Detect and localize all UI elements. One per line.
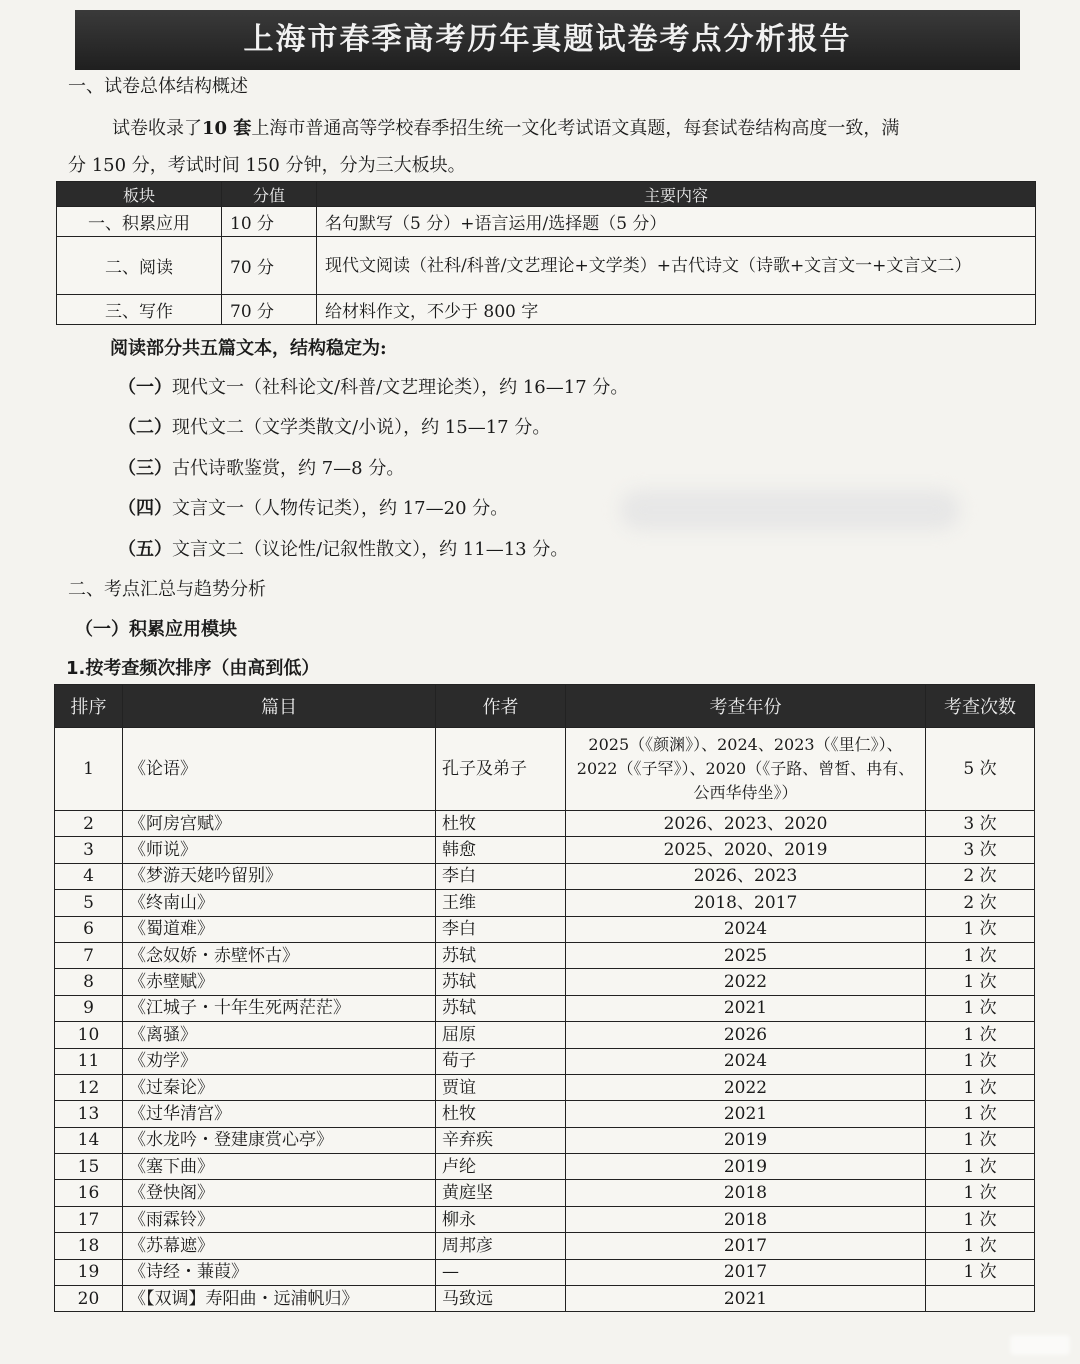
cell-years: 2018、2017 [566, 890, 926, 916]
cell-count: 1 次 [926, 969, 1035, 995]
cell-rank: 9 [55, 995, 123, 1021]
reading-summary: 阅读部分共五篇文本，结构稳定为: [110, 338, 387, 359]
cell-count: 1 次 [926, 1048, 1035, 1074]
cell-years: 2026、2023、2020 [566, 811, 926, 837]
cell-title: 《塞下曲》 [123, 1154, 436, 1180]
cell-years: 2021 [566, 1286, 926, 1312]
reading-item-text: 文言文一（人物传记类），约 17—20 分。 [172, 498, 509, 519]
cell-count: 1 次 [926, 1154, 1035, 1180]
cell-section: 一、积累应用 [57, 207, 222, 237]
cell-rank: 1 [55, 728, 123, 811]
structure-table-header [57, 182, 1036, 207]
cell-title: 《江城子・十年生死两茫茫》 [123, 995, 436, 1021]
table-row [57, 207, 1036, 237]
cell-author: 屈原 [436, 1022, 566, 1048]
cell-years: 2017 [566, 1233, 926, 1259]
cell-count: 1 次 [926, 1233, 1035, 1259]
cell-years: 2025（《颜渊》）、2024、2023（《里仁》）、2022（《子罕》）、2020（《子路、曾皙、冉有、公西华侍坐》） [566, 728, 926, 811]
cell-title: 《念奴娇・赤壁怀古》 [123, 942, 436, 968]
table-row [57, 295, 1036, 325]
report-title: 上海市春季高考历年真题试卷考点分析报告 [75, 10, 1020, 70]
table-row [55, 1233, 1035, 1259]
cell-author: 韩愈 [436, 837, 566, 863]
cell-title: 《【双调】寿阳曲・远浦帆归》 [123, 1286, 436, 1312]
cell-count: 3 次 [926, 837, 1035, 863]
table-row [55, 916, 1035, 942]
cell-years: 2025 [566, 942, 926, 968]
cell-years: 2021 [566, 995, 926, 1021]
table-row [55, 1101, 1035, 1127]
cell-years: 2026 [566, 1022, 926, 1048]
structure-table [56, 181, 1036, 325]
header-years: 考查年份 [566, 685, 926, 728]
cell-rank: 16 [55, 1180, 123, 1206]
cell-title: 《雨霖铃》 [123, 1206, 436, 1232]
table-row [55, 1074, 1035, 1100]
reading-item-num: （四） [118, 498, 172, 519]
cell-count: 2 次 [926, 890, 1035, 916]
cell-rank: 7 [55, 942, 123, 968]
cell-title: 《水龙吟・登建康赏心亭》 [123, 1127, 436, 1153]
reading-item-text: 文言文二（议论性/记叙性散文），约 11—13 分。 [172, 539, 569, 560]
header-count: 考查次数 [926, 685, 1035, 728]
cell-years: 2021 [566, 1101, 926, 1127]
reading-item-text: 现代文二（文学类散文/小说），约 15—17 分。 [172, 417, 551, 438]
cell-count: 2 次 [926, 863, 1035, 889]
cell-title: 《登快阁》 [123, 1180, 436, 1206]
cell-years: 2022 [566, 1074, 926, 1100]
cell-count: 5 次 [926, 728, 1035, 811]
cell-title: 《阿房宫赋》 [123, 811, 436, 837]
table-row [55, 811, 1035, 837]
table-row [55, 969, 1035, 995]
intro-line-1 [112, 114, 899, 140]
cell-score: 10 分 [222, 207, 317, 237]
reading-item-text: 古代诗歌鉴赏，约 7—8 分。 [172, 458, 405, 479]
header-score: 分值 [222, 182, 317, 207]
table-row [55, 942, 1035, 968]
cell-rank: 2 [55, 811, 123, 837]
cell-years: 2024 [566, 1048, 926, 1074]
cell-score: 70 分 [222, 237, 317, 295]
table-row [55, 1180, 1035, 1206]
cell-author: 李白 [436, 916, 566, 942]
cell-years: 2022 [566, 969, 926, 995]
table-row [55, 863, 1035, 889]
cell-count: 3 次 [926, 811, 1035, 837]
scan-smudge [620, 490, 960, 530]
cell-rank: 12 [55, 1074, 123, 1100]
cell-author: 王维 [436, 890, 566, 916]
cell-rank: 17 [55, 1206, 123, 1232]
header-title: 篇目 [123, 685, 436, 728]
cell-author: 柳永 [436, 1206, 566, 1232]
section2-subheading: （一）积累应用模块 [75, 619, 237, 640]
cell-count: 1 次 [926, 1180, 1035, 1206]
table-row [55, 1048, 1035, 1074]
cell-count: 1 次 [926, 1101, 1035, 1127]
cell-title: 《苏幕遮》 [123, 1233, 436, 1259]
cell-count: 1 次 [926, 1259, 1035, 1285]
cell-section: 三、写作 [57, 295, 222, 325]
cell-years: 2025、2020、2019 [566, 837, 926, 863]
cell-rank: 20 [55, 1286, 123, 1312]
frequency-table [54, 684, 1035, 1312]
cell-rank: 10 [55, 1022, 123, 1048]
intro-text-b: 上海市普通高等学校春季招生统一文化考试语文真题，每套试卷结构高度一致，满 [251, 118, 900, 139]
reading-item-num: （二） [118, 417, 172, 438]
cell-rank: 13 [55, 1101, 123, 1127]
cell-title: 《梦游天姥吟留别》 [123, 863, 436, 889]
reading-item-num: （五） [118, 539, 172, 560]
table-row [55, 1259, 1035, 1285]
table-row [55, 1286, 1035, 1312]
cell-title: 《蜀道难》 [123, 916, 436, 942]
cell-count [926, 1286, 1035, 1312]
cell-title: 《赤壁赋》 [123, 969, 436, 995]
table-row [55, 728, 1035, 811]
cell-author: 黄庭坚 [436, 1180, 566, 1206]
table-row [55, 1022, 1035, 1048]
table-row [57, 237, 1036, 295]
cell-author: — [436, 1259, 566, 1285]
cell-title: 《过秦论》 [123, 1074, 436, 1100]
cell-rank: 6 [55, 916, 123, 942]
cell-score: 70 分 [222, 295, 317, 325]
cell-title: 《过华清宫》 [123, 1101, 436, 1127]
section1-heading: 一、试卷总体结构概述 [68, 76, 248, 97]
table-row [55, 837, 1035, 863]
reading-item [118, 535, 568, 561]
cell-author: 贾谊 [436, 1074, 566, 1100]
cell-title: 《论语》 [123, 728, 436, 811]
reading-item-num: （一） [118, 377, 172, 398]
cell-count: 1 次 [926, 1074, 1035, 1100]
cell-years: 2018 [566, 1180, 926, 1206]
cell-author: 苏轼 [436, 995, 566, 1021]
cell-rank: 11 [55, 1048, 123, 1074]
table-row [55, 995, 1035, 1021]
cell-content: 名句默写（5 分）+语言运用/选择题（5 分） [317, 207, 1036, 237]
reading-item [118, 454, 404, 480]
cell-title: 《诗经・蒹葭》 [123, 1259, 436, 1285]
cell-years: 2018 [566, 1206, 926, 1232]
cell-years: 2017 [566, 1259, 926, 1285]
intro-count: 10 套 [202, 118, 252, 139]
cell-title: 《师说》 [123, 837, 436, 863]
header-author: 作者 [436, 685, 566, 728]
cell-author: 苏轼 [436, 969, 566, 995]
cell-author: 杜牧 [436, 1101, 566, 1127]
table-row [55, 1127, 1035, 1153]
reading-item [118, 494, 508, 520]
cell-rank: 18 [55, 1233, 123, 1259]
cell-title: 《终南山》 [123, 890, 436, 916]
cell-years: 2019 [566, 1127, 926, 1153]
cell-author: 辛弃疾 [436, 1127, 566, 1153]
cell-author: 周邦彦 [436, 1233, 566, 1259]
cell-years: 2024 [566, 916, 926, 942]
cell-count: 1 次 [926, 1206, 1035, 1232]
cell-rank: 5 [55, 890, 123, 916]
frequency-table-header [55, 685, 1035, 728]
header-rank: 排序 [55, 685, 123, 728]
cell-author: 杜牧 [436, 811, 566, 837]
cell-rank: 4 [55, 863, 123, 889]
intro-line-2: 分 150 分，考试时间 150 分钟，分为三大板块。 [68, 155, 466, 176]
reading-item-text: 现代文一（社科论文/科普/文艺理论类），约 16—17 分。 [172, 377, 629, 398]
cell-title: 《离骚》 [123, 1022, 436, 1048]
table-row [55, 1154, 1035, 1180]
cell-content: 现代文阅读（社科/科普/文艺理论+文学类）+古代诗文（诗歌+文言文一+文言文二） [317, 237, 1036, 295]
list-title: 1.按考查频次排序（由高到低） [66, 658, 320, 679]
cell-content: 给材料作文，不少于 800 字 [317, 295, 1036, 325]
cell-years: 2019 [566, 1154, 926, 1180]
cell-title: 《劝学》 [123, 1048, 436, 1074]
cell-author: 李白 [436, 863, 566, 889]
cell-rank: 14 [55, 1127, 123, 1153]
cell-author: 孔子及弟子 [436, 728, 566, 811]
cell-rank: 8 [55, 969, 123, 995]
cell-count: 1 次 [926, 995, 1035, 1021]
cell-author: 苏轼 [436, 942, 566, 968]
cell-count: 1 次 [926, 1127, 1035, 1153]
intro-text-a: 试卷收录了 [112, 118, 202, 139]
cell-author: 荀子 [436, 1048, 566, 1074]
header-content: 主要内容 [317, 182, 1036, 207]
section2-heading: 二、考点汇总与趋势分析 [68, 579, 266, 600]
cell-count: 1 次 [926, 942, 1035, 968]
reading-item-num: （三） [118, 458, 172, 479]
cell-section: 二、阅读 [57, 237, 222, 295]
cell-rank: 19 [55, 1259, 123, 1285]
cell-years: 2026、2023 [566, 863, 926, 889]
reading-item [118, 373, 628, 399]
table-row [55, 1206, 1035, 1232]
cell-count: 1 次 [926, 1022, 1035, 1048]
cell-count: 1 次 [926, 916, 1035, 942]
header-section: 板块 [57, 182, 222, 207]
cell-rank: 15 [55, 1154, 123, 1180]
cell-rank: 3 [55, 837, 123, 863]
watermark [1010, 1335, 1070, 1355]
cell-author: 马致远 [436, 1286, 566, 1312]
cell-author: 卢纶 [436, 1154, 566, 1180]
reading-item [118, 413, 550, 439]
table-row [55, 890, 1035, 916]
